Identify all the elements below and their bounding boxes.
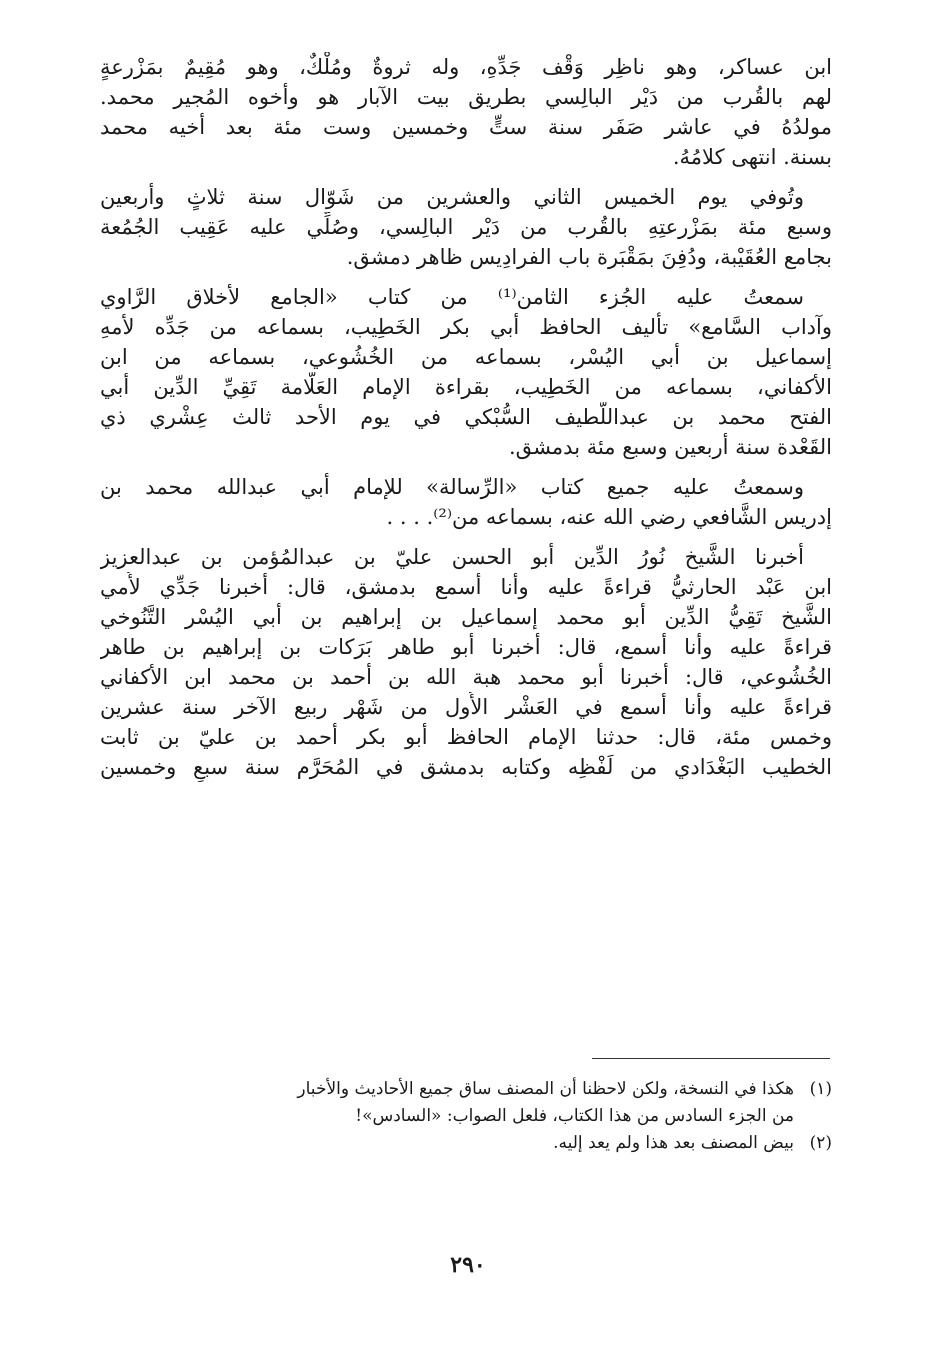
paragraph-3 bbox=[100, 282, 832, 462]
footnote-divider bbox=[592, 1058, 830, 1059]
text-line: قراءةً عليه وأنا أسمع، قال: أخبرنا أبو طاهر بَرَكات بن إبراهيم بن طاهر bbox=[100, 635, 832, 659]
text-line: وخمس مئة، قال: حدثنا الإمام الحافظ أبو بكر أحمد بن عليّ بن ثابت bbox=[100, 725, 832, 749]
paragraph-4 bbox=[100, 472, 832, 532]
text-line: وآداب السَّامع» تأليف الحافظ أبي بكر الخَطِيب، بسماعه من جَدِّه لأمهِ bbox=[100, 315, 832, 339]
footnote-number: (٢) bbox=[809, 1133, 832, 1153]
footnote-text: بيض المصنف بعد هذا ولم يعد إليه. bbox=[553, 1133, 794, 1153]
text-line: أخبرنا الشَّيخ نُورُ الدِّين أبو الحسن عليّ بن عبدالمُؤمن بن عبدالعزيز bbox=[100, 545, 804, 569]
text-line: إدريس الشَّافعي رضي الله عنه، بسماعه من⁽²⁾. . . . bbox=[386, 505, 832, 529]
text-line: وتُوفي يوم الخميس الثاني والعشرين من شَوّال سنة ثلاثٍ وأربعين bbox=[100, 185, 804, 209]
text-line: وسبع مئة بمَزْرعتِهِ بالقُرب من دَيْر البالِسي، وصُلِّي عليه عَقِيب الجُمُعة bbox=[100, 215, 832, 239]
text-line: ابن عَبْد الحارثيُّ قراءةً عليه وأنا أسمع بدمشق، قال: أخبرنا جَدِّي لأُمي bbox=[100, 575, 832, 599]
text-line: وسمعتُ عليه جميع كتاب «الرِّسالة» للإمام أبي عبدالله محمد بن bbox=[100, 475, 804, 499]
text-line: الخُشُوعي، قال: أخبرنا أبو محمد هبة الله بن أحمد بن محمد ابن الأكفاني bbox=[100, 665, 832, 689]
text-line: ابن عساكر، وهو ناظِر وَقْف جَدِّهِ، وله ثروةٌ ومُلْكٌ، وهو مُقِيمٌ بمَزْرعةٍ bbox=[100, 55, 832, 79]
footnote-1 bbox=[100, 1076, 832, 1103]
text-line: بسنة. انتهى كلامُهُ. bbox=[672, 145, 832, 169]
paragraph-2 bbox=[100, 182, 832, 272]
text-line: الفتح محمد بن عبداللَّطيف السُّبْكي في يوم الأحد ثالث عِشْري ذي bbox=[100, 405, 832, 429]
text-line: قراءةً عليه وأنا أسمع في العَشْر الأُول من شَهْر ربيع الآخر سنة عشرين bbox=[100, 695, 832, 719]
text-line: سمعتُ عليه الجُزء الثامن⁽¹⁾ من كتاب «الجامع لأخلاق الرَّاوي bbox=[100, 285, 804, 309]
footnote-text: هكذا في النسخة، ولكن لاحظنا أن المصنف ساق جميع الأحاديث والأخبار bbox=[297, 1079, 794, 1099]
footnote-2 bbox=[100, 1130, 832, 1157]
text-line: مولدُهُ في عاشر صَفَر سنة ستٍّ وخمسين وست مئة بعد أخيه محمد bbox=[100, 115, 832, 139]
main-text bbox=[100, 52, 832, 782]
paragraph-1 bbox=[100, 52, 832, 172]
text-line: لهم بالقُرب من دَيْر البالِسي بطريق بيت الآبار هو وأخوه المُجير محمد. bbox=[100, 85, 832, 109]
footnotes bbox=[100, 1076, 832, 1157]
text-line: بجامع العُقَيْبة، ودُفِنَ بمَقْبَرة باب الفرادِيس ظاهر دمشق. bbox=[346, 245, 832, 269]
text-line: الأكفاني، بسماعه من الخَطِيب، بقراءة الإمام العَلَّامة تَقِيِّ الدِّين أبي bbox=[100, 375, 832, 399]
footnote-1-continued: من الجزء السادس من هذا الكتاب، فلعل الصواب: «السادس»! bbox=[355, 1106, 794, 1126]
text-line: الشَّيخ تَقِيُّ الدِّين أبو محمد إسماعيل بن إبراهيم بن أبي اليُسْر التَّنُوخي bbox=[100, 605, 832, 629]
page-number: ٢٩٠ bbox=[450, 1252, 486, 1278]
text-line: الخطيب البَغْدَادي من لَفْظِه وكتابه بدمشق في المُحَرَّم سنة سبعٍ وخمسين bbox=[100, 755, 832, 779]
footnote-number: (١) bbox=[809, 1079, 832, 1099]
text-line: القَعْدة سنة أربعين وسبع مئة بدمشق. bbox=[509, 435, 832, 459]
paragraph-5 bbox=[100, 542, 832, 782]
text-line: إسماعيل بن أبي اليُسْر، بسماعه من الخُشُوعي، بسماعه من ابن bbox=[100, 345, 832, 369]
